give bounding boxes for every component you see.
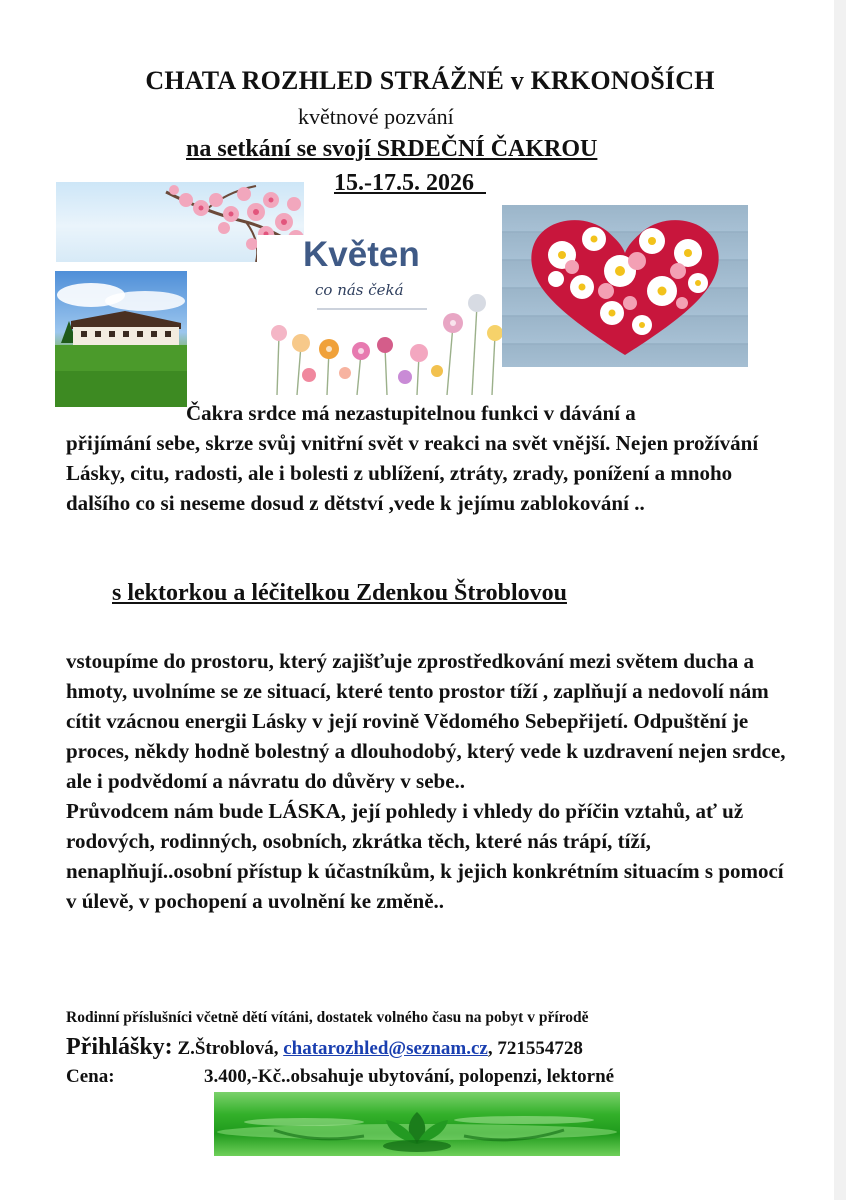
price-line: [66, 1066, 615, 1088]
body-text: [66, 646, 786, 916]
subtitle: květnové pozvání: [298, 104, 454, 129]
month-tagline: co nás čeká: [315, 281, 404, 299]
wildflowers-illustration: [257, 235, 503, 395]
chalet-photo: [55, 271, 187, 407]
page-title: CHATA ROZHLED STRÁŽNÉ v KRKONOŠÍCH: [145, 66, 715, 95]
registration-line: [66, 1034, 583, 1061]
intro-paragraph: [66, 398, 786, 518]
intro-rest: přijímání sebe, skrze svůj vnitřní svět v reakci na svět vnější. Nejen prožívání Lásky, citu, radosti, ale i bolesti z ublížení, ztráty, zrady, ponížení a mnoho dalšího co si neseme dosud z dětství ,vede k jejímu zablokování ..: [66, 431, 759, 515]
body-paragraph-1: vstoupíme do prostoru, který zajišťuje zprostředkování mezi světem ducha a hmoty, uvolníme se ze situací, které tento prostor tíží , zaplňují a nedovolí nám cítit vzácnou energii Lásky v její rovině Vědomého Sebepřijetí. Odpuštění je proces, někdy hodně bolestný a dlouhodobý, který vede k uzdravení nejen srdce, ale i podvědomí a návratu do důvěry v sebe..: [66, 649, 786, 793]
daisy-heart-photo: [502, 205, 748, 367]
registration-phone: , 721554728: [487, 1038, 583, 1059]
green-banner: [214, 1092, 620, 1156]
page-edge-strip: [834, 0, 846, 1200]
intro-first-line: Čakra srdce má nezastupitelnou funkci v dávání a: [186, 401, 636, 425]
registration-email-link[interactable]: chatarozhled@seznam.cz: [283, 1038, 488, 1059]
family-note: Rodinní příslušníci včetně dětí vítáni, dostatek volného času na pobyt v přírodě: [66, 1009, 589, 1026]
price-label: Cena:: [66, 1066, 115, 1087]
registration-name: Z.Štroblová,: [177, 1038, 279, 1059]
month-word: Květen: [303, 235, 420, 274]
event-dates: 15.-17.5. 2026: [334, 170, 486, 196]
daisy-heart-illustration: [502, 205, 748, 367]
registration-label: Přihlášky:: [66, 1034, 173, 1060]
chalet-illustration: [55, 271, 187, 407]
kveten-card: [257, 235, 503, 395]
lotus-illustration: [214, 1092, 620, 1156]
price-value: 3.400,-Kč..obsahuje ubytování, polopenzi, lektorné: [204, 1066, 615, 1087]
body-paragraph-2: Průvodcem nám bude LÁSKA, její pohledy i vhledy do příčin vztahů, ať už rodových, rodinných, osobních, zkrátka těch, které nás trápí, tíží, nenaplňují..osobní přístup k účastníkům, k jejich konkrétním situacím s pomocí v úlevě, v pochopení a uvolnění ke změně..: [66, 799, 784, 913]
lecturer-heading: s lektorkou a léčitelkou Zdenkou Štroblovou: [112, 580, 567, 606]
invite-heading: na setkání se svojí SRDEČNÍ ČAKROU: [186, 136, 598, 162]
